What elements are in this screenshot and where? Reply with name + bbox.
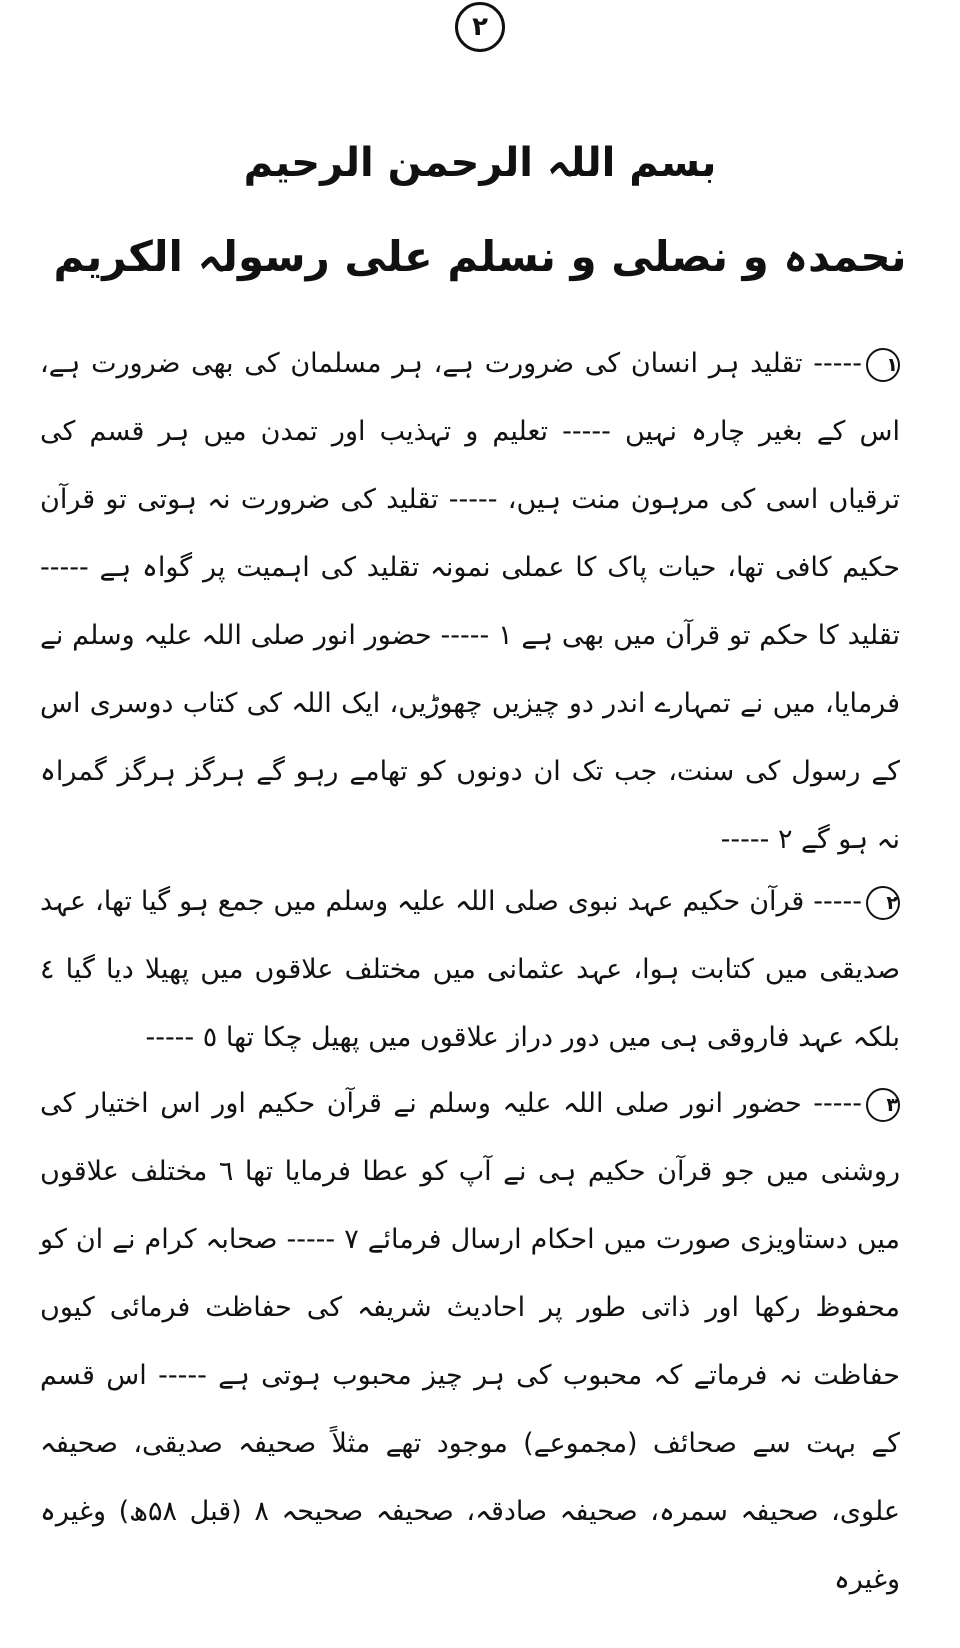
salutation-heading: نحمدہ و نصلی و نسلم علی رسولہ الکریم [53,232,907,281]
page-number-container [0,2,960,52]
section-3 [40,1070,900,1614]
section-text: ----- تقلید ہر انسان کی ضرورت ہے، ہر مسلمان کی بھی ضرورت ہے، اس کے بغیر چارہ نہیں ----- تعلیم و تہذیب اور تمدن میں ہر قسم کی ترقیاں اسی کی مرہون منت ہیں، ----- تقلید کی ضرورت نہ ہوتی تو قرآن حکیم کافی تھا، حیات پاک کا عملی نمونہ تقلید کی اہمیت پر گواہ ہے ----- تقلید کا حکم تو قرآن میں بھی ہے ١ ----- حضور انور صلی اللہ علیہ وسلم نے فرمایا، میں نے تمہارے اندر دو چیزیں چھوڑیں، ایک اللہ کی کتاب دوسری اس کے رسول کی سنت، جب تک ان دونوں کو تھامے رہو گے ہرگز ہرگز گمراہ نہ ہو گے ٢ ----- [40,348,900,855]
section-2 [40,868,900,1072]
section-number: ۱ [866,348,900,382]
section-text: ----- قرآن حکیم عہد نبوی صلی اللہ علیہ وسلم میں جمع ہو گیا تھا، عہد صدیقی میں کتابت ہوا، عہد عثمانی میں مختلف علاقوں میں پھیلا دیا گیا ٤ بلکہ عہد فاروقی ہی میں دور دراز علاقوں میں پھیل چکا تھا ٥ ----- [40,886,900,1053]
bismillah-heading: بسم اللہ الرحمن الرحیم [243,140,717,186]
section-text: ----- حضور انور صلی اللہ علیہ وسلم نے قرآن حکیم اور اس اختیار کی روشنی میں جو قرآن حکیم ہی نے آپ کو عطا فرمایا تھا ٦ مختلف علاقوں میں دستاویزی صورت میں احکام ارسال فرمائے ٧ ----- صحابہ کرام نے ان کو محفوظ رکھا اور ذاتی طور پر احادیث شریفہ کی حفاظت فرمائی کیوں حفاظت نہ فرماتے کہ محبوب کی ہر چیز محبوب ہوتی ہے ----- اس قسم کے بہت سے صحائف (مجموعے) موجود تھے مثلاً صحیفہ صدیقی، صحیفہ علوی، صحیفہ سمرہ، صحیفہ صادقہ، صحیفہ صحیحہ ٨ (قبل ۵۸ھ) وغیرہ وغیرہ [40,1088,900,1595]
page-number: ۲ [455,2,505,52]
section-number: ۲ [866,886,900,920]
section-1 [40,330,900,874]
section-number: ۳ [866,1088,900,1122]
